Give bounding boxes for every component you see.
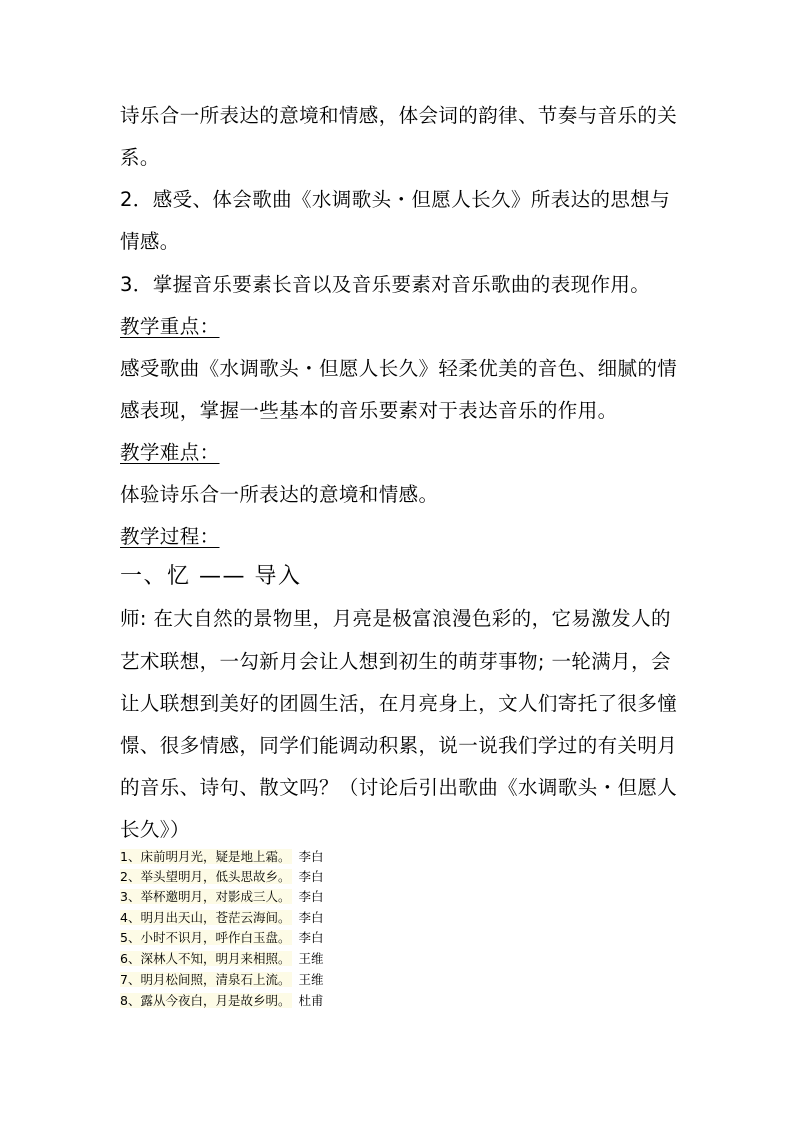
focus-heading: 教学重点：	[120, 315, 220, 338]
objective-line-3: 3．掌握音乐要素长音以及音乐要素对音乐歌曲的表现作用。	[120, 273, 651, 296]
poem-text: 7、明月松间照，清泉石上流。	[120, 972, 291, 987]
paragraph-line-5: 的音乐、诗句、散文吗？（讨论后引出歌曲《水调歌头・但愿人	[120, 776, 678, 799]
poem-author: 杜甫	[298, 993, 324, 1008]
objective-line-1b: 系。	[120, 146, 160, 169]
poem-line	[120, 849, 323, 865]
objective-line-2a: 2．感受、体会歌曲《水调歌头・但愿人长久》所表达的思想与	[120, 188, 671, 211]
focus-line-2: 感表现，掌握一些基本的音乐要素对于表达音乐的作用。	[120, 399, 618, 422]
poem-text: 1、床前明月光，疑是地上霜。	[120, 849, 291, 864]
poem-author: 李白	[298, 930, 324, 945]
paragraph-line-6: 长久》）	[120, 818, 190, 841]
process-heading: 教学过程：	[120, 525, 220, 548]
poem-author: 李白	[298, 889, 324, 904]
poem-line	[120, 930, 323, 946]
poem-text: 5、小时不识月，呼作白玉盘。	[120, 930, 291, 945]
poem-text: 4、明月出天山，苍茫云海间。	[120, 910, 291, 925]
poem-author: 王维	[298, 972, 324, 987]
poem-text: 3、举杯邀明月，对影成三人。	[120, 889, 291, 904]
poem-author: 李白	[298, 869, 324, 884]
objective-line-1a: 诗乐合一所表达的意境和情感，体会词的韵律、节奏与音乐的关	[120, 104, 678, 127]
paragraph-line-3: 让人联想到美好的团圆生活，在月亮身上，文人们寄托了很多憧	[120, 692, 678, 715]
poem-text: 8、露从今夜白，月是故乡明。	[120, 993, 291, 1008]
objective-line-2b: 情感。	[120, 230, 180, 253]
poem-author: 李白	[298, 849, 324, 864]
poem-line	[120, 972, 323, 988]
poem-text: 2、举头望明月，低头思故乡。	[120, 869, 291, 884]
poem-author: 王维	[298, 951, 324, 966]
paragraph-line-4: 憬、很多情感，同学们能调动积累，说一说我们学过的有关明月	[120, 734, 678, 757]
focus-line-1: 感受歌曲《水调歌头・但愿人长久》轻柔优美的音色、细腻的情	[120, 357, 678, 380]
paragraph-line-1: 师: 在大自然的景物里，月亮是极富浪漫色彩的，它易激发人的	[120, 607, 671, 630]
poem-line	[120, 910, 323, 926]
poem-line	[120, 869, 323, 885]
paragraph-line-2: 艺术联想，一勾新月会让人想到初生的萌芽事物; 一轮满月，会	[120, 650, 671, 673]
difficulty-line-1: 体验诗乐合一所表达的意境和情感。	[120, 483, 439, 506]
section-title: 一、忆 —— 导入	[120, 564, 302, 589]
poem-author: 李白	[298, 910, 324, 925]
poem-text: 6、深林人不知，明月来相照。	[120, 951, 291, 966]
poem-line	[120, 951, 323, 967]
poem-line	[120, 889, 323, 905]
difficulty-heading: 教学难点：	[120, 441, 220, 464]
poem-line	[120, 993, 323, 1009]
